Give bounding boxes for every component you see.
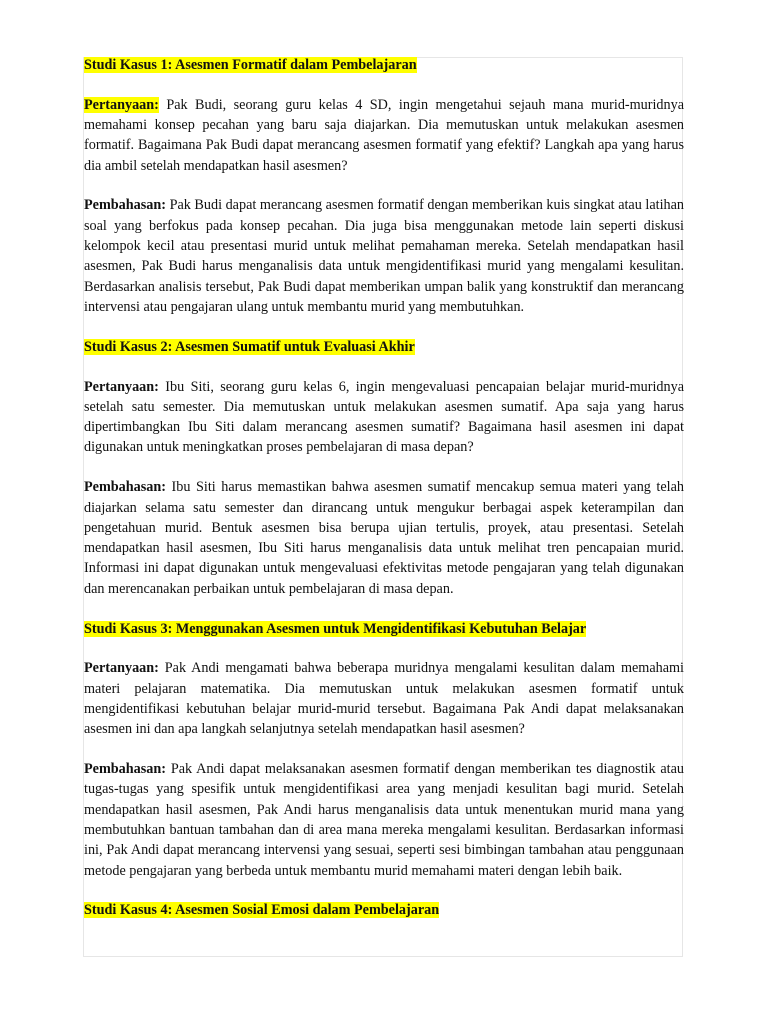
case-1-question-text: Pak Budi, seorang guru kelas 4 SD, ingin mengetahui sejauh mana murid-muridnya memahami konsep pecahan yang baru saja diajarkan. Dia memutuskan untuk melakukan asesmen formatif. Bagaimana Pak Budi dapat merancang asesmen formatif yang efektif? Langkah apa yang harus dia ambil setelah mendapatkan hasil asesmen? [84,96,685,174]
case-1-question-label: Pertanyaan: [84,96,159,113]
case-3-answer-text: Pak Andi dapat melaksanakan asesmen formatif dengan memberikan tes diagnostik atau tugas-tugas yang spesifik untuk mengidentifikasi area yang menjadi kesulitan bagi murid. Setelah mendapatkan hasil asesmen, Pak Andi harus menganalisis data untuk menentukan murid mana yang membutuhkan bantuan tambahan dan di area mana mereka mengalami kesulitan. Berdasarkan informasi ini, Pak Andi dapat merancang intervensi yang sesuai, seperti sesi bimbingan tambahan atau penggunaan metode pengajaran yang berbeda untuk membantu murid memahami materi dengan lebih baik. [84,761,685,879]
case-1-answer-label: Pembahasan: [84,197,166,214]
case-3-answer-label: Pembahasan: [84,761,166,778]
case-1-question [84,95,684,176]
case-2-answer-text: Ibu Siti harus memastikan bahwa asesmen sumatif mencakup semua materi yang telah diajarkan selama satu semester dan dirancang untuk mengukur berbagai aspek keterampilan dan pengetahuan murid. Bentuk asesmen bisa berupa ujian tertulis, proyek, atau presentasi. Setelah mendapatkan hasil asesmen, Ibu Siti harus menganalisis data untuk melihat tren pencapaian murid. Informasi ini dapat digunakan untuk mengevaluasi efektivitas metode pengajaran yang telah digunakan dan merencanakan perbaikan untuk pembelajaran di masa depan. [84,479,684,597]
case-1-heading: Studi Kasus 1: Asesmen Formatif dalam Pembelajaran [84,57,417,73]
case-4-heading: Studi Kasus 4: Asesmen Sosial Emosi dalam Pembelajaran [84,902,440,919]
case-1-answer-text: Pak Budi dapat merancang asesmen formatif dengan memberikan kuis singkat atau latihan soal yang berfokus pada konsep pecahan. Dia juga bisa menggunakan metode lain seperti diskusi kelompok kecil atau presentasi murid untuk melihat pemahaman mereka. Setelah mendapatkan hasil asesmen, Pak Budi harus menganalisis data untuk mengidentifikasi murid yang mengalami kesulitan. Berdasarkan analisis tersebut, Pak Budi dapat memberikan umpan balik yang konstruktif dan merancang intervensi atau pengajaran ulang untuk membantu murid yang membutuhkan. [84,197,685,315]
case-3-heading: Studi Kasus 3: Menggunakan Asesmen untuk Mengidentifikasi Kebutuhan Belajar [84,620,587,637]
case-2-question-label: Pertanyaan: [84,378,159,395]
document-body [84,55,684,921]
case-2-question [84,377,684,458]
case-3-question [84,658,684,739]
case-3-question-text: Pak Andi mengamati bahwa beberapa muridnya mengalami kesulitan dalam memahami materi pelajaran matematika. Dia memutuskan untuk melakukan asesmen formatif untuk mengidentifikasi kebutuhan belajar murid-murid tersebut. Bagaimana Pak Andi dapat melaksanakan asesmen ini dan apa langkah selanjutnya setelah mendapatkan hasil asesmen? [84,660,684,738]
case-2-question-text: Ibu Siti, seorang guru kelas 6, ingin mengevaluasi pencapaian belajar murid-muridnya setelah satu semester. Dia memutuskan untuk melakukan asesmen sumatif. Apa saja yang harus dipertimbangkan Ibu Siti dalam merancang asesmen sumatif? Bagaimana hasil asesmen ini dapat digunakan untuk meningkatkan proses pembelajaran di masa depan? [84,378,684,456]
case-2-answer [84,477,684,599]
case-2-heading: Studi Kasus 2: Asesmen Sumatif untuk Evaluasi Akhir [84,338,415,355]
case-1-answer [84,195,684,317]
case-2-answer-label: Pembahasan: [84,479,166,496]
case-3-answer [84,759,684,881]
case-3-question-label: Pertanyaan: [84,660,159,677]
